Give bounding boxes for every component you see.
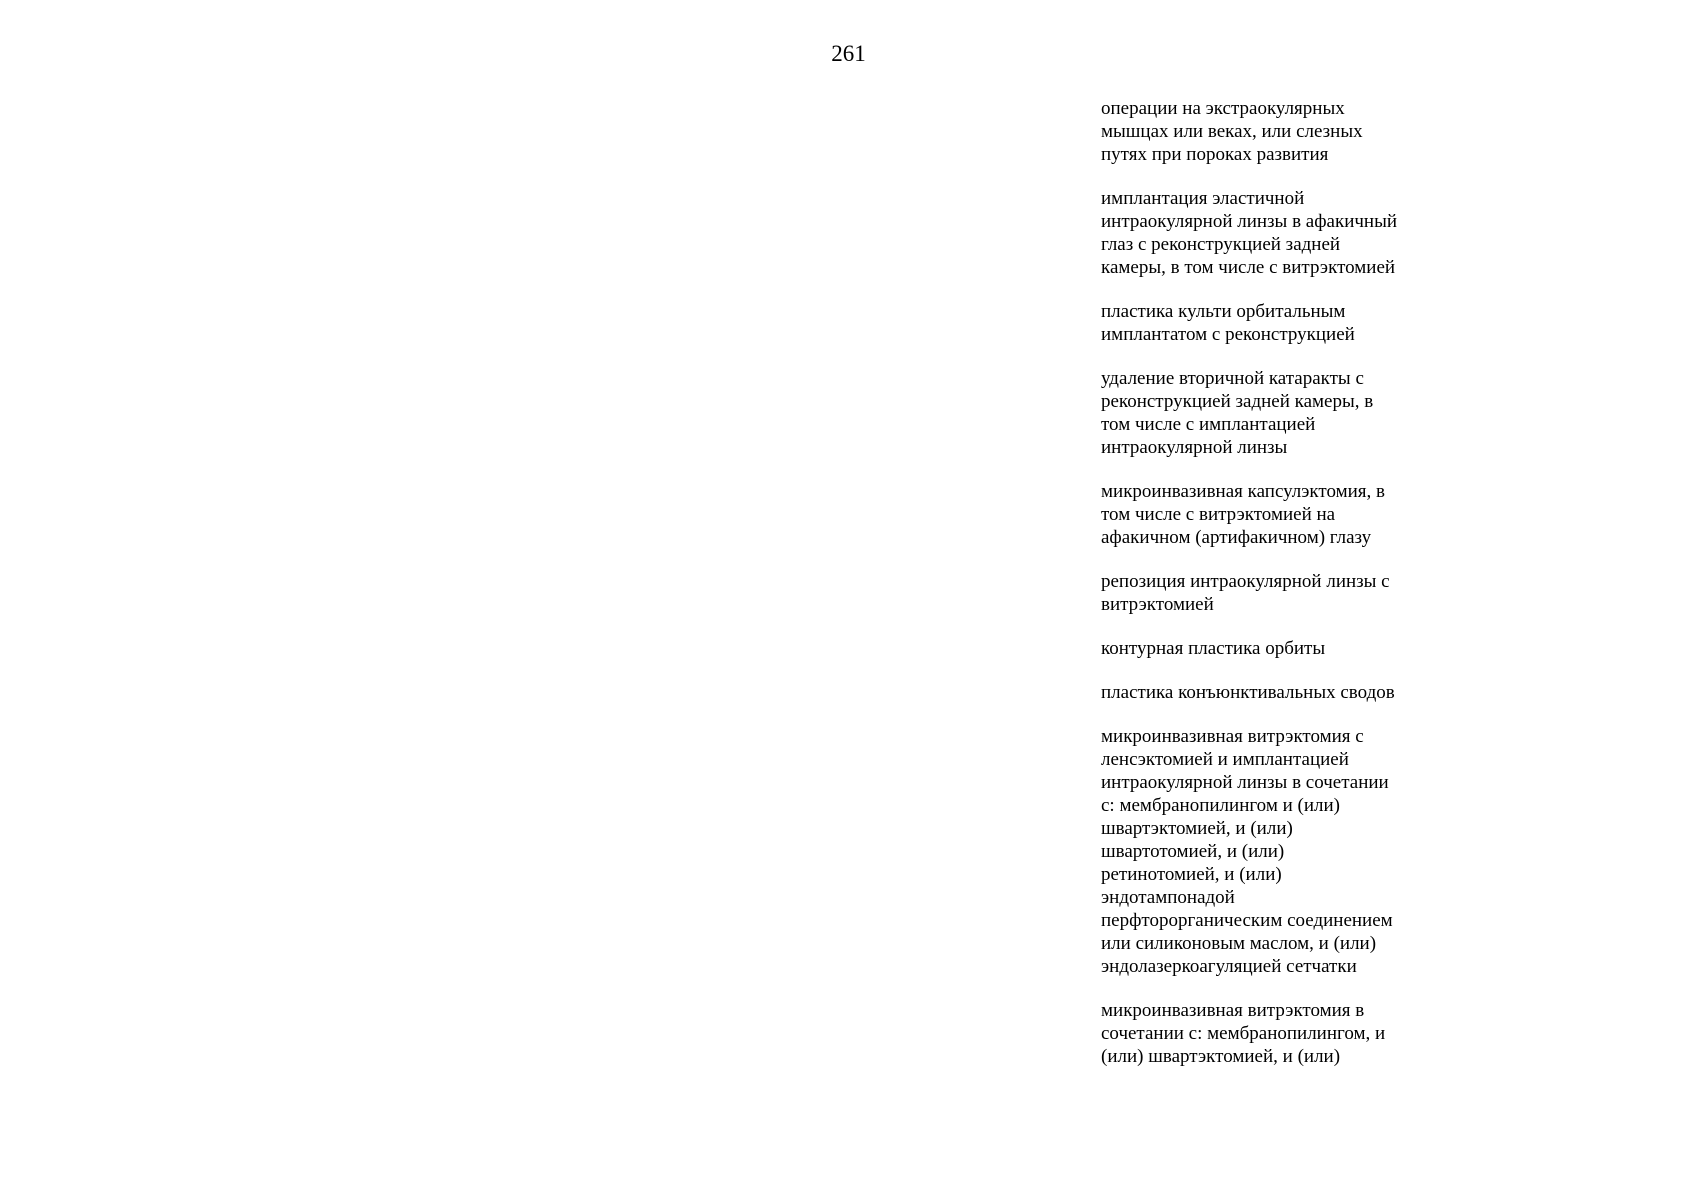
procedure-item: микроинвазивная витрэктомия с ленсэктомией и имплантацией интраокулярной линзы в сочетании с: мембранопилингом и (или) швартэктомией, и (или) швартотомией, и (или) ретинотомией, и (или) эндотампонадой перфторорганическим соединением или силиконовым маслом, и (или) эндолазеркоагуляцией сетчатки <box>1101 726 1393 977</box>
procedure-item: имплантация эластичной интраокулярной линзы в афакичный глаз с реконструкцией задней камеры, в том числе с витрэктомией <box>1101 188 1398 278</box>
procedure-item: удаление вторичной катаракты с реконструкцией задней камеры, в том числе с имплантацией интраокулярной линзы <box>1101 368 1374 458</box>
procedure-list <box>1101 97 1431 1089</box>
procedure-item: пластика культи орбитальным имплантатом с реконструкцией <box>1101 301 1355 345</box>
procedure-item: репозиция интраокулярной линзы с витрэктомией <box>1101 571 1390 615</box>
procedure-item: пластика конъюнктивальных сводов <box>1101 682 1395 703</box>
procedure-item: операции на экстраокулярных мышцах или веках, или слезных путях при пороках развития <box>1101 98 1363 165</box>
procedure-item: микроинвазивная витрэктомия в сочетании с: мембранопилингом, и (или) швартэктомией, и (или) <box>1101 1000 1386 1067</box>
procedure-item: микроинвазивная капсулэктомия, в том числе с витрэктомией на афакичном (артифакичном) глазу <box>1101 481 1385 548</box>
page-number: 261 <box>831 41 866 66</box>
procedure-item: контурная пластика орбиты <box>1101 638 1326 659</box>
